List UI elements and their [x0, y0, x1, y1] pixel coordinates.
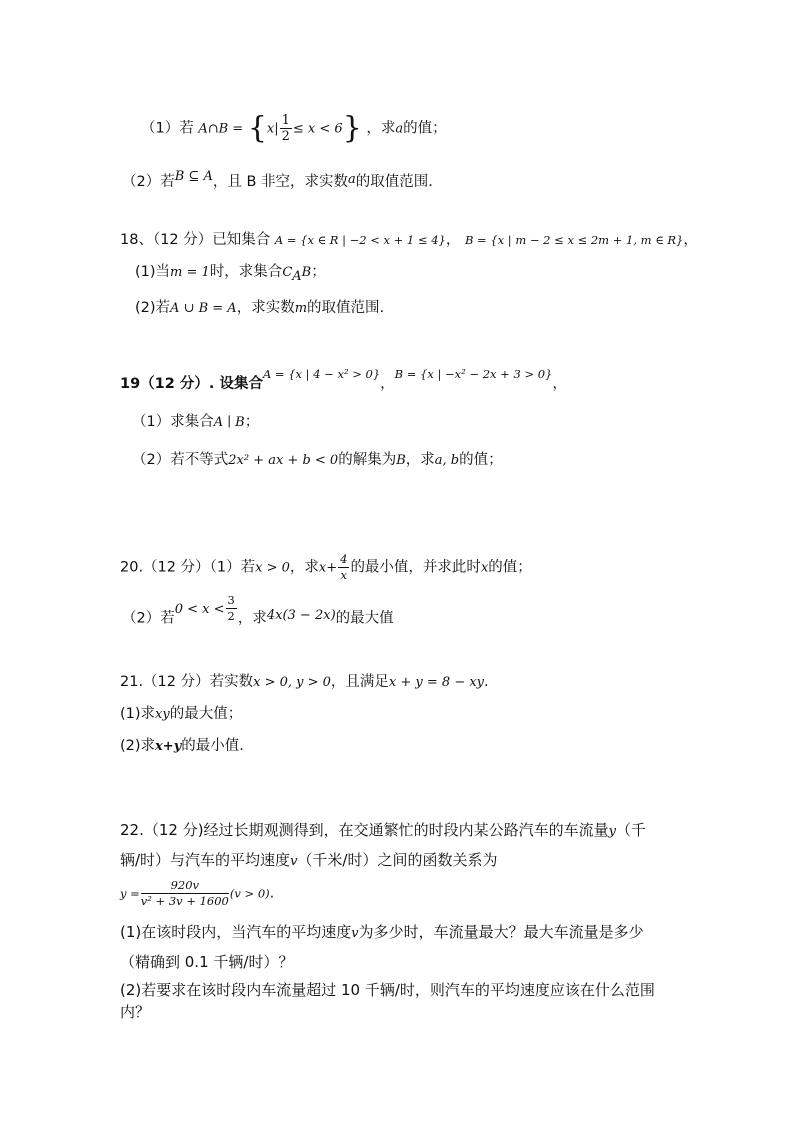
q22-formula-frac: $\frac{920v}{\text{v² + 3v + 1600}}$	[140, 878, 229, 908]
q21-title	[120, 672, 489, 693]
q21-p1-var: xy	[155, 707, 170, 722]
q17-part2-mid: ，且 B 非空，求实数	[212, 174, 349, 190]
q18-p1-end: ；	[311, 264, 326, 280]
q21-p2-var: x+y	[155, 739, 182, 754]
q20-p2-cond-left: 0 < x <	[174, 601, 225, 617]
q19-p1-expr: A ∣ B	[213, 415, 245, 430]
q19-setB: B = {x | −x² − 2x + 3 > 0}	[394, 367, 553, 381]
q20-cond1: x > 0	[255, 560, 290, 576]
q20-mid1: ，求	[289, 559, 319, 576]
q18-p1-sub: A	[292, 268, 302, 284]
q22-p1-line2: （精确到 0.1 千辆/时）？	[120, 953, 294, 971]
q20-p2-prefix: （2）若	[122, 610, 175, 627]
q21-p2-end: 的最小值.	[181, 738, 244, 754]
q18-title-text: 18、（12 分）已知集合	[120, 232, 271, 248]
q18-p2-cond: A ∪ B = A	[170, 301, 237, 316]
q17-part1	[141, 110, 447, 146]
right-brace: }	[342, 110, 362, 146]
q22-line2-prefix: 辆/时）与汽车的平均速度	[120, 851, 291, 869]
q20-expr-x: x+	[318, 560, 338, 576]
q20-p2-expr: 4x(3 − 2x)	[266, 607, 336, 623]
q17-part1-frac: $\frac{1}{2}$	[281, 113, 290, 144]
q19-title-text: 19（12 分）. 设集合	[120, 376, 263, 392]
q17-part1-var: a	[395, 121, 404, 137]
q18-p2-end: 的取值范围.	[307, 300, 385, 316]
q20-part2	[122, 593, 394, 634]
q18-p1-mid: 时，求集合	[209, 264, 283, 280]
q17-part1-set: A∩B =	[198, 121, 244, 137]
q22-p2-line2: 内？	[120, 1003, 151, 1021]
q19-p2-end: 的值；	[459, 452, 503, 468]
q22-part1-line1	[120, 922, 644, 944]
q19-p2-ineq: 2x² + ax + b < 0	[228, 453, 339, 468]
q22-p2-line1: (2)若要求在该时段内车流量超过 10 千辆/时，则汽车的平均速度应该在什么范围	[120, 981, 655, 999]
q19-p2-mid2: ，求	[405, 452, 435, 468]
q20-title-text: 20.（12 分）（1）若	[120, 559, 256, 576]
q17-part1-x: x|	[266, 121, 279, 137]
q20-end1: 的值；	[488, 559, 532, 576]
q22-formula-end: .	[269, 885, 275, 902]
q19-part2	[132, 450, 503, 471]
q18-p1-B: B	[301, 265, 312, 280]
q19-end: ，	[552, 376, 567, 392]
q17-part1-ineq: ≤ x < 6	[292, 121, 343, 137]
q21-p2-prefix: (2)求	[120, 738, 156, 754]
q20-p2-frac: $\frac{3}{2}$	[227, 593, 235, 623]
q18-setB: B = {x | m − 2 ≤ x ≤ 2m + 1, m ∈ R}	[464, 233, 684, 247]
q21-eq: x + y = 8 − xy	[388, 675, 485, 690]
q22-line1-end: （千	[615, 821, 646, 839]
q18-p1-prefix: (1)当	[135, 264, 171, 280]
q21-part2	[120, 736, 244, 757]
q17-part1-prefix: （1）若	[141, 120, 194, 137]
q20-frac: $\frac{4}{x}$	[340, 552, 348, 582]
q21-p1-end: 的最大值；	[169, 706, 243, 722]
q19-p1-end: ；	[244, 414, 260, 430]
q18-setA: A = {x ∈ R | −2 < x + 1 ≤ 4}	[274, 233, 446, 247]
q20-var-x: x	[480, 560, 489, 576]
q22-formula-cond: (v > 0)	[229, 886, 270, 901]
q22-formula	[120, 878, 274, 909]
q19-title	[120, 367, 567, 394]
q19-p1-prefix: （1）求集合	[132, 414, 214, 430]
q17-part2	[122, 169, 433, 193]
q17-part2-var: a	[348, 172, 356, 187]
q19-p2-B: B	[396, 453, 406, 468]
q18-part2	[135, 298, 384, 319]
q22-line1-var: y	[608, 824, 616, 839]
q19-setA: A = {x | 4 − x² > 0}	[262, 367, 381, 381]
q20-title	[120, 552, 532, 583]
q22-line2-var: v	[290, 854, 298, 869]
q22-part1-line2	[120, 952, 293, 972]
q18-p2-var: m	[294, 301, 308, 316]
q18-p2-prefix: (2)若	[135, 300, 171, 316]
q22-part2-line2	[120, 1002, 150, 1022]
q22-line2-end: （千米/时）之间的函数关系为	[297, 851, 498, 869]
q21-title-text: 21.（12 分）若实数	[120, 674, 254, 690]
q20-p2-mid: ，求	[237, 610, 267, 627]
q22-p1-var: v	[351, 926, 359, 941]
q18-title	[120, 230, 698, 250]
q18-end: ，	[683, 232, 698, 248]
q19-p2-vars: a, b	[434, 453, 460, 468]
q19-comma: ，	[380, 376, 395, 392]
q17-part2-cond: B ⊆ A	[174, 169, 213, 184]
q18-p1-expr: C	[282, 265, 293, 280]
q21-end: .	[484, 674, 489, 690]
q19-p2-mid: 的解集为	[338, 452, 397, 468]
q20-p2-end: 的最大值	[335, 610, 394, 627]
q18-p2-mid: ，求实数	[236, 300, 295, 316]
q17-part1-end: 的值；	[403, 120, 447, 137]
q21-p1-prefix: (1)求	[120, 706, 156, 722]
q22-part2-line1	[120, 980, 655, 1000]
q21-cond: x > 0, y > 0	[253, 675, 331, 690]
q21-mid: ，且满足	[330, 674, 389, 690]
q22-line2	[120, 850, 497, 872]
q22-p1-prefix: (1)在该时段内，当汽车的平均速度	[120, 923, 352, 941]
q22-p1-end: 为多少时，车流量最大？最大车流量是多少	[358, 923, 644, 941]
left-brace: {	[247, 110, 267, 146]
q20-mid2: 的最小值，并求此时	[350, 559, 481, 576]
q21-part1	[120, 704, 242, 725]
q18-part1	[135, 262, 326, 287]
q19-part1	[132, 412, 259, 433]
q17-part1-suffix: ，求	[366, 120, 396, 137]
q22-line1-text: 22.（12 分)经过长期观测得到，在交通繁忙的时段内某公路汽车的车流量	[120, 821, 609, 839]
q17-part2-prefix: （2）若	[122, 174, 175, 190]
q17-part2-end: 的取值范围.	[355, 174, 433, 190]
q18-p1-cond: m = 1	[170, 265, 210, 280]
q19-p2-prefix: （2）若不等式	[132, 452, 229, 468]
q22-line1	[120, 820, 646, 842]
q18-comma: ，	[445, 232, 461, 248]
q22-formula-lhs: y =	[120, 886, 140, 901]
